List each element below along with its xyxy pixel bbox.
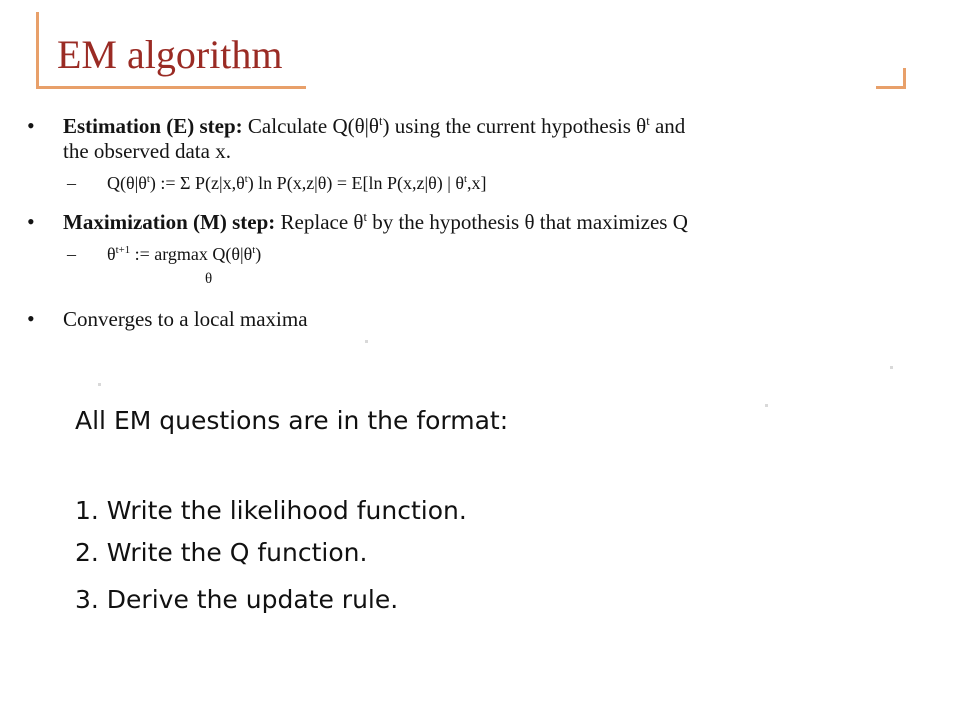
notes-intro: All EM questions are in the format: (75, 406, 509, 435)
frame-bottom-rule (36, 86, 306, 89)
dash-icon: – (67, 173, 76, 193)
frame-left-rule (36, 12, 39, 88)
estimation-text-b: ) using the current hypothesis θ (382, 114, 647, 138)
maximization-step-label: Maximization (M) step: (63, 210, 276, 234)
q-def-part-4: ,x] (466, 173, 487, 193)
bullet-icon: • (27, 113, 35, 138)
estimation-step-label: Estimation (E) step: (63, 114, 243, 138)
notes-step-3: 3. Derive the update rule. (75, 585, 399, 614)
argmax-subscript: θ (205, 271, 213, 287)
estimation-sup-b: t (646, 114, 650, 128)
q-def-part-3: ) ln P(x,z|θ) = E[ln P(x,z|θ) | θ (247, 173, 464, 193)
bullet-icon: • (27, 209, 35, 234)
estimation-text-c: and (649, 114, 686, 138)
update-sup-1: t+1 (115, 244, 131, 256)
q-def-sup-3: t (463, 173, 467, 185)
scan-speck (890, 366, 893, 369)
slide-title: EM algorithm (57, 32, 283, 77)
update-sup-2: t (252, 244, 256, 256)
maximization-text-b: by the hypothesis θ that maximizes Q (366, 210, 688, 234)
update-part-2: := argmax Q(θ|θ (130, 244, 253, 264)
dash-icon: – (67, 244, 76, 264)
notes-step-1: 1. Write the likelihood function. (75, 496, 467, 525)
maximization-text-a: Replace θ (275, 210, 364, 234)
estimation-sup-a: t (378, 114, 383, 128)
corner-mark-horizontal (876, 86, 906, 89)
q-def-sup-2: t (244, 173, 248, 185)
estimation-continuation: the observed data x. (63, 139, 231, 163)
update-part-3: ) (255, 244, 262, 264)
bullet-converges: Converges to a local maxima (63, 307, 308, 331)
bullet-icon: • (27, 306, 35, 331)
bullet-estimation (63, 114, 685, 138)
scan-speck (765, 404, 768, 407)
bullet-maximization (63, 210, 688, 234)
update-rule (107, 243, 261, 265)
estimation-text-a: Calculate Q(θ|θ (242, 114, 379, 138)
scan-speck (98, 383, 101, 386)
q-def-part-2: ) := Σ P(z|x,θ (149, 173, 245, 193)
corner-mark-vertical (903, 68, 906, 89)
q-function-definition (107, 172, 486, 194)
scan-speck (365, 340, 368, 343)
notes-step-2: 2. Write the Q function. (75, 538, 368, 567)
q-def-sup-1: t (146, 173, 150, 185)
maximization-sup-a: t (363, 210, 367, 224)
q-def-part-1: Q(θ|θ (107, 173, 147, 193)
update-part-1: θ (107, 244, 116, 264)
